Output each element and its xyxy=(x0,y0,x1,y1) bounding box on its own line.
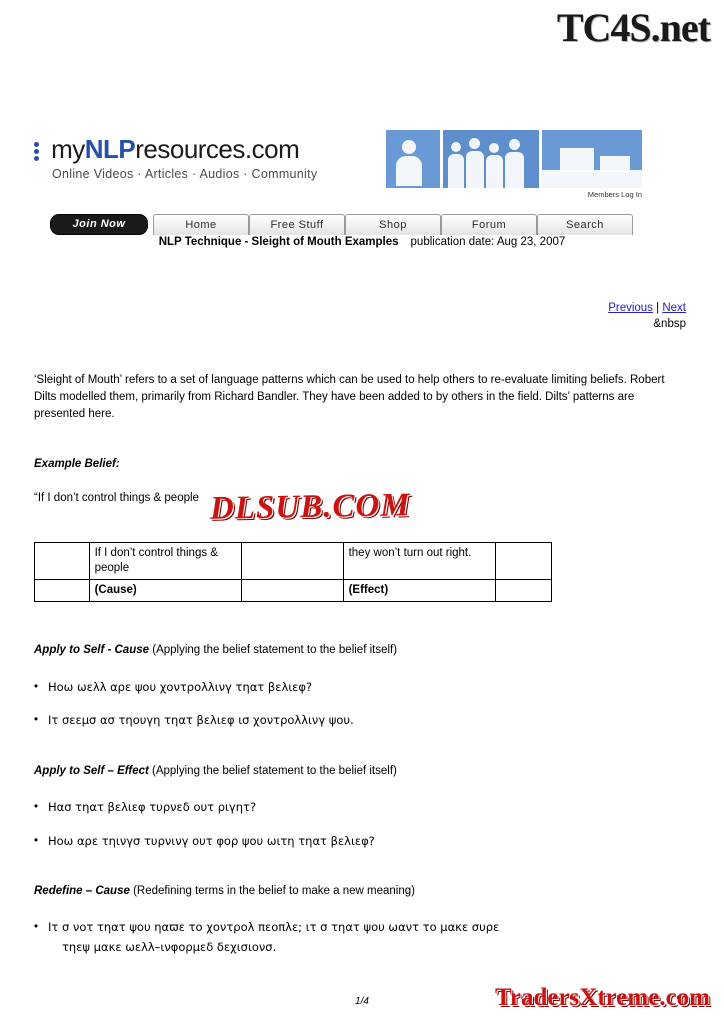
list-item xyxy=(34,919,648,936)
cell-r1c4 xyxy=(495,580,551,602)
page-number: 1/4 xyxy=(355,996,369,1007)
bullet-text: Ιτ σεεμσ ασ τηουγη τηατ βελιεφ ισ χοντρολλινγ ψου. xyxy=(48,713,354,727)
bullet-icon: • xyxy=(34,714,39,726)
next-link[interactable]: Next xyxy=(662,302,686,314)
logo-dots-icon xyxy=(34,136,48,163)
intro-paragraph: ‘Sleight of Mouth’ refers to a set of language patterns which can be used to help others to re-evaluate limiting beliefs. Robert Dilts modelled them, primarily from Richard Bandler. They have been added to by others in the field. Dilts’ patterns are presented here. xyxy=(34,374,665,420)
cell-r1c2 xyxy=(241,580,343,602)
dlsub-watermark: DLSUB.COM xyxy=(209,487,411,527)
cell-r1c1: (Cause) xyxy=(89,580,241,602)
pagination-links xyxy=(608,302,686,314)
banner-photos xyxy=(386,130,644,199)
bullet-text: Ιτ σ νοτ τηατ ψου ηαϖε το χοντρολ πεοπλε; ιτ σ τηατ ψου ωαντ το μακε συρε xyxy=(48,920,500,934)
bullet-icon: • xyxy=(34,835,39,847)
link-separator: | xyxy=(656,302,660,314)
logo-bold: NLP xyxy=(84,134,136,164)
site-logo[interactable] xyxy=(34,136,379,181)
bullet-continuation xyxy=(62,939,662,956)
page-title-text: NLP Technique - Sleight of Mouth Examples xyxy=(158,236,399,248)
cell-r0c0 xyxy=(35,543,90,580)
section-heading-redefine-cause xyxy=(34,885,415,897)
section-heading-apply-to-self-effect xyxy=(34,765,397,777)
table-row xyxy=(35,543,552,580)
belief-table xyxy=(34,542,552,602)
members-login-link[interactable]: Members Log In xyxy=(587,190,642,199)
section-heading-text: Redefine – Cause xyxy=(34,885,130,897)
list-item xyxy=(34,712,648,729)
section-heading-text: Apply to Self – Effect xyxy=(34,765,149,777)
banner-photo-2 xyxy=(443,130,539,188)
logo-prefix: my xyxy=(51,134,85,164)
bullet-text: Ηοω αρε τηινγσ τυρνινγ ουτ φορ ψου ωιτη τηατ βελιεφ? xyxy=(48,834,375,848)
nav-item-forum[interactable]: Forum xyxy=(441,214,537,235)
nav-item-join-now[interactable]: Join Now xyxy=(50,214,148,235)
banner-photo-3 xyxy=(542,130,642,188)
bullet-text: Ηοω ωελλ αρε ψου χοντρολλινγ τηατ βελιεφ? xyxy=(48,680,313,694)
site-banner xyxy=(34,130,644,208)
example-belief-heading-text: Example Belief: xyxy=(34,458,120,470)
bullet-text: Ηασ τηατ βελιεφ τυρνεδ ουτ ριγητ? xyxy=(48,800,257,814)
example-belief-heading xyxy=(34,458,120,470)
site-tagline: Online Videos · Articles · Audios · Community xyxy=(52,167,318,181)
logo-text xyxy=(51,136,299,162)
example-belief-quote: “If I don’t control things & people xyxy=(34,492,199,504)
table-row xyxy=(35,580,552,602)
section-heading-apply-to-self-cause xyxy=(34,644,397,656)
cell-r1c0 xyxy=(35,580,90,602)
nav-item-shop[interactable]: Shop xyxy=(345,214,441,235)
section-heading-text: Apply to Self - Cause xyxy=(34,644,150,656)
previous-link[interactable]: Previous xyxy=(608,302,653,314)
page-title xyxy=(0,236,724,248)
list-item xyxy=(34,799,648,816)
nav-item-search[interactable]: Search xyxy=(537,214,633,235)
cell-r1c3: (Effect) xyxy=(343,580,495,602)
cell-r0c4 xyxy=(495,543,551,580)
bullet-text: τηεψ μακε ωελλ–ινφορμεδ δεχισιονσ. xyxy=(62,940,277,954)
bullet-icon: • xyxy=(34,801,39,813)
bullet-icon: • xyxy=(34,921,39,933)
publication-date: publication date: Aug 23, 2007 xyxy=(410,236,566,248)
list-item xyxy=(34,833,648,850)
section-note: (Redefining terms in the belief to make a new meaning) xyxy=(133,885,415,897)
section-note: (Applying the belief statement to the belief itself) xyxy=(152,644,398,656)
nbsp-text: &nbsp xyxy=(653,318,686,330)
tradersxtreme-watermark: TradersXtreme.com xyxy=(495,984,710,1011)
section-note: (Applying the belief statement to the belief itself) xyxy=(152,765,397,777)
logo-suffix: resources.com xyxy=(135,134,300,164)
nav-item-home[interactable]: Home xyxy=(153,214,249,235)
bullet-icon: • xyxy=(34,681,39,693)
tc4s-watermark: TC4S.net xyxy=(556,5,710,50)
cell-r0c3: they won’t turn out right. xyxy=(343,543,495,580)
cell-r0c2 xyxy=(241,543,343,580)
cell-r0c1: If I don’t control things & people xyxy=(89,543,241,580)
nav-item-free-stuff[interactable]: Free Stuff xyxy=(249,214,345,235)
banner-photo-1 xyxy=(386,130,440,188)
list-item xyxy=(34,679,648,696)
